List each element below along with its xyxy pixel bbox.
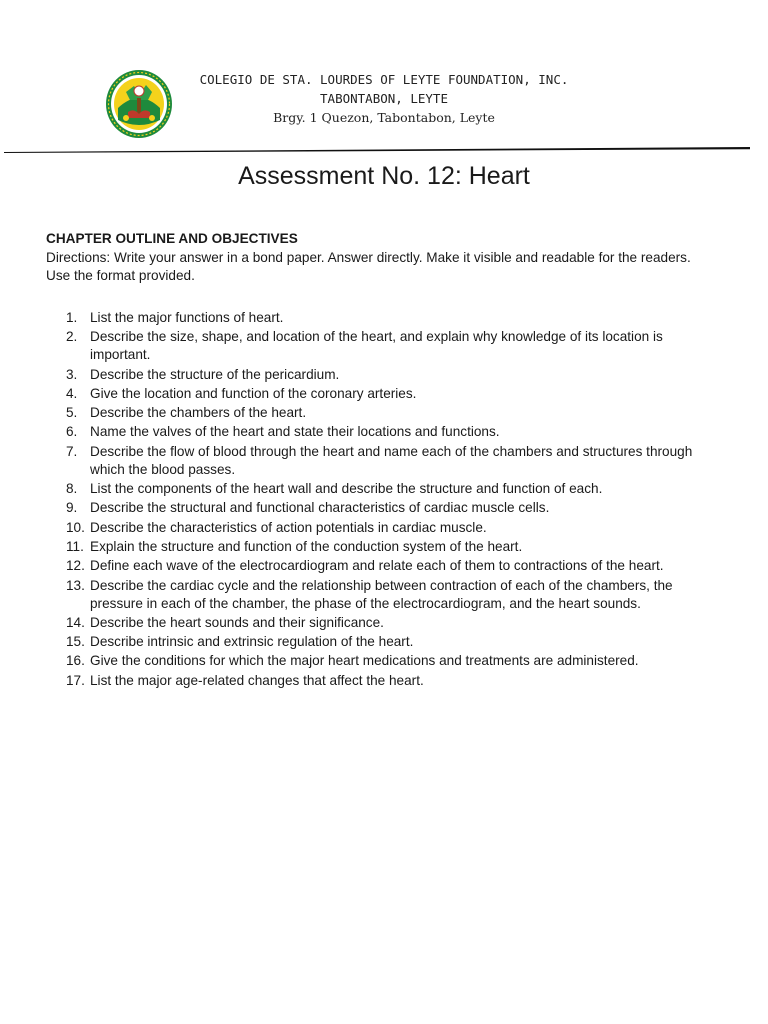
section-heading: CHAPTER OUTLINE AND OBJECTIVES [46,231,298,246]
objective-number: 8. [66,481,78,497]
objective-number: 9. [66,500,78,516]
objective-text: Describe the heart sounds and their significance. [90,614,384,630]
objective-item [46,309,718,327]
objective-text: Give the location and function of the coronary arteries. [90,385,417,401]
objective-number: 2. [66,329,78,345]
chapter-section [46,230,718,691]
directions-text: Directions: Write your answer in a bond paper. Answer directly. Make it visible and readable for the readers. Use the format provided. [46,250,691,283]
objective-number: 6. [66,424,78,440]
objective-number: 1. [66,310,78,325]
objective-number: 3. [66,366,78,382]
objective-item [46,366,718,384]
objective-number: 12. [66,558,85,574]
objective-number: 13. [66,577,85,593]
objective-text: Name the valves of the heart and state their locations and functions. [90,424,500,440]
objective-text: Explain the structure and function of the conduction system of the heart. [90,538,523,554]
objective-number: 7. [66,443,78,459]
objective-text: Describe the characteristics of action potentials in cardiac muscle. [90,519,487,535]
objective-item [46,423,718,441]
institution-town: TABONTABON, LEYTE [320,91,448,106]
objective-item [46,443,718,479]
institution-address: Brgy. 1 Quezon, Tabontabon, Leyte [273,110,495,125]
objective-item [46,577,718,613]
objective-text: Describe intrinsic and extrinsic regulation of the heart. [90,634,414,650]
objective-number: 4. [66,385,78,401]
header-divider [4,147,750,153]
objective-item [46,499,718,517]
objective-item [46,557,718,575]
objective-item [46,633,718,651]
objective-number: 16. [66,653,85,669]
objective-item [46,672,718,690]
objective-text: Describe the flow of blood through the heart and name each of the chambers and structures through which the blood passes. [90,443,693,477]
objective-number: 10. [66,519,85,535]
objective-item [46,652,718,670]
objective-item [46,385,718,403]
objective-text: Describe the chambers of the heart. [90,405,307,421]
letterhead [0,0,768,160]
page-title: Assessment No. 12: Heart [238,162,530,190]
objective-item [46,404,718,422]
objective-number: 14. [66,614,85,630]
objective-text: Describe the structure of the pericardium. [90,366,340,382]
institution-name: COLEGIO DE STA. LOURDES OF LEYTE FOUNDATION, INC. [199,72,569,87]
objective-item [46,519,718,537]
objective-item [46,538,718,556]
letterhead-text [150,70,618,127]
objective-text: Describe the structural and functional characteristics of cardiac muscle cells. [90,500,550,516]
objective-number: 5. [66,405,78,421]
objective-number: 17. [66,672,85,688]
objective-item [46,328,718,364]
objective-text: Describe the size, shape, and location of the heart, and explain why knowledge of its location is important. [90,329,663,363]
objective-number: 15. [66,634,85,650]
objective-text: List the major functions of heart. [90,310,284,325]
objective-text: List the major age-related changes that affect the heart. [90,672,424,688]
objective-text: Describe the cardiac cycle and the relationship between contraction of each of the chambers, the pressure in each of the chamber, the phase of the electrocardiogram, and the heart sounds. [90,577,673,611]
objective-text: List the components of the heart wall and describe the structure and function of each. [90,481,603,497]
objectives-list [46,309,718,690]
objective-item [46,614,718,632]
objective-text: Define each wave of the electrocardiogram and relate each of them to contractions of the heart. [90,558,664,574]
objective-number: 11. [66,538,84,554]
objective-item [46,480,718,498]
objective-text: Give the conditions for which the major heart medications and treatments are administered. [90,653,639,669]
